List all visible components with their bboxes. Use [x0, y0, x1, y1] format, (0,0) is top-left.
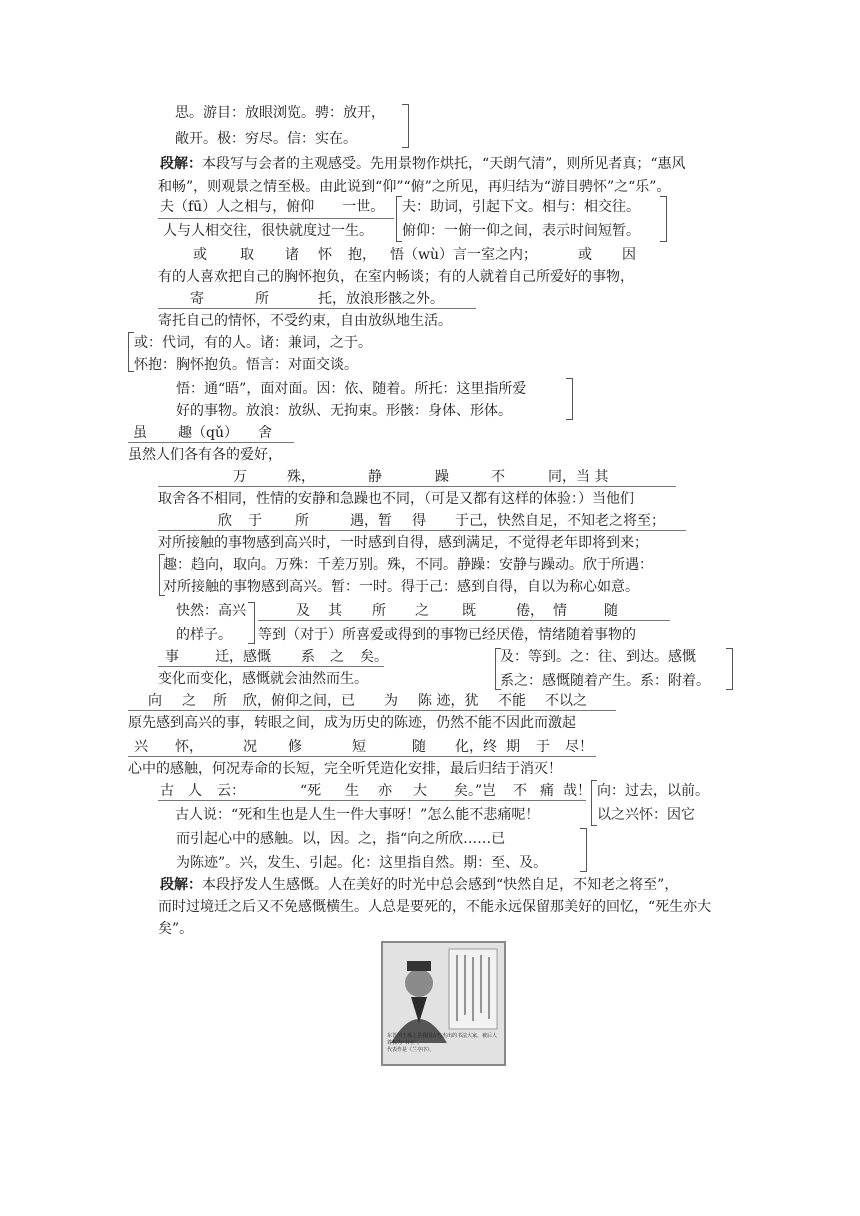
translation-line: 对所接触的事物感到高兴时，一时感到自得，感到满足，不觉得老年即将到来；	[158, 535, 648, 551]
translation-line: 虽然人们各有各的爱好，	[128, 447, 282, 463]
original-word: 躁	[435, 469, 449, 485]
analysis-text: 矣”。	[158, 921, 194, 937]
divider	[258, 620, 670, 621]
note-line: 俯仰：一俯一仰之间，表示时间短暂。	[402, 223, 640, 239]
divider	[128, 710, 616, 711]
original-word: 人	[188, 783, 202, 799]
note-line: 的样子。	[176, 627, 232, 643]
original-word: 寄	[190, 291, 204, 307]
translation-line: 人与人相交往，很快就度过一生。	[163, 223, 373, 239]
original-word: 于己，快然自足，不知老之将至；	[455, 513, 665, 529]
original-word: 不能	[498, 693, 526, 709]
original-word: 欣	[218, 513, 232, 529]
original-word: 为	[384, 693, 398, 709]
divider	[158, 218, 394, 219]
original-word: 兴	[134, 739, 148, 755]
original-word: 怀，	[175, 739, 203, 755]
original-word: 所	[295, 513, 309, 529]
divider	[158, 530, 686, 531]
original-word: 虽	[133, 425, 147, 441]
original-word: 之	[415, 603, 429, 619]
image-caption-line: 东晋的王羲之是我国古代杰出的书法大家，被后人尊称为“书圣”。	[387, 1033, 498, 1046]
original-word: 不	[491, 469, 505, 485]
original-line: 夫（fū）人之相与，俯仰 一世。	[160, 199, 385, 215]
image-caption	[387, 1033, 500, 1054]
original-word: 痛	[540, 783, 554, 799]
original-word: 之	[182, 693, 196, 709]
original-word: 矣。”岂	[454, 783, 497, 799]
analysis-text: 和畅”，则观景之情至极。由此说到“仰”“俯”之所见，再归结为“游目骋怀”之“乐”。	[158, 179, 671, 195]
translation-line: 寄托自己的情怀，不受约束，自由放纵地生活。	[158, 313, 452, 329]
divider	[158, 800, 586, 801]
original-word: 迁，感慨	[215, 649, 271, 665]
paragraph-analysis	[160, 876, 678, 894]
note-line: 对所接触的事物感到高兴。暂：一时。得于己：感到自得，自以为称心如意。	[163, 579, 639, 595]
original-word: 取	[240, 247, 254, 263]
divider	[128, 442, 294, 443]
original-word: 于	[248, 513, 262, 529]
image-caption-line: 代表作是《兰亭序》。	[387, 1047, 435, 1053]
original-word: 情	[553, 603, 567, 619]
portrait-image	[381, 941, 506, 1066]
translation-line: 心中的感触，何况寿命的长短，完全听凭造化安排，最后归结于消灭！	[128, 761, 562, 777]
note-line: 及：等到。之：往、到达。感慨	[500, 649, 696, 665]
original-word: 趣（qǔ）	[178, 425, 238, 441]
analysis-text: 本段抒发人生感慨。人在美好的时光中总会感到“快然自足，不知老之将至”，	[202, 877, 679, 893]
paragraph-analysis	[160, 155, 685, 173]
note-line: 向：过去，以前。	[597, 783, 709, 799]
original-word: 怀	[318, 247, 332, 263]
original-word: 所	[372, 603, 386, 619]
original-word: 尽！	[565, 739, 593, 755]
original-word: 得	[412, 513, 426, 529]
divider	[158, 666, 384, 667]
analysis-label: 段解：	[160, 156, 202, 172]
note-line: 敞开。极：穷尽。信：实在。	[175, 131, 357, 147]
translation-line: 等到（对于）所喜爱或得到的事物已经厌倦，情绪随着事物的	[258, 627, 636, 643]
original-word: 之	[330, 649, 344, 665]
original-word: 向	[148, 693, 162, 709]
original-word: 舍	[258, 425, 272, 441]
original-word: 或	[578, 247, 592, 263]
note-line: 系之：感慨随着产生。系：附着。	[500, 673, 710, 689]
original-word: 悟（wù）言一室之内；	[390, 247, 537, 263]
original-word: 系	[301, 649, 315, 665]
original-word: 矣。	[360, 649, 388, 665]
original-word: 随	[604, 603, 618, 619]
translation-line: 原先感到高兴的事，转眼之间，成为历史的陈迹，仍然不能不因此而激起	[128, 715, 576, 731]
original-word: 所	[213, 693, 227, 709]
original-word: 殊，	[287, 469, 315, 485]
translation-line: 变化而变化，感慨就会油然而生。	[158, 671, 368, 687]
original-word: “死	[300, 783, 322, 799]
note-line: 为陈迹”。兴，发生、引起。化：这里指自然。期：至、及。	[176, 855, 548, 871]
original-word: 静	[368, 469, 382, 485]
original-word: 其	[328, 603, 342, 619]
note-line: 而引起心中的感触。以，因。之，指“向之所欣……已	[176, 831, 506, 847]
original-word: 况	[243, 739, 257, 755]
original-word: 生	[345, 783, 359, 799]
original-word: 遇，暂	[350, 513, 392, 529]
note-line: 快然：高兴	[176, 603, 246, 619]
divider	[158, 486, 676, 487]
original-word: 或	[193, 247, 207, 263]
original-word: 事	[165, 649, 179, 665]
original-word: 短	[352, 739, 366, 755]
translation-line: 有的人喜欢把自己的胸怀抱负，在室内畅谈；有的人就着自己所爱好的事物，	[158, 269, 634, 285]
original-word: 诸	[285, 247, 299, 263]
original-word: 古	[160, 783, 174, 799]
analysis-label: 段解：	[160, 877, 202, 893]
original-word: 哉！	[563, 783, 591, 799]
note-line: 以之兴怀：因它	[597, 807, 695, 823]
note-line: 或：代词，有的人。诸：兼词，之于。	[134, 335, 372, 351]
bracket	[402, 104, 409, 148]
original-word: 不	[513, 783, 527, 799]
note-line: 趣：趋向，取向。万殊：千差万别。殊，不同。静躁：安静与躁动。欣于所遇：	[163, 557, 653, 573]
original-word: 大	[413, 783, 427, 799]
original-word: 于	[536, 739, 550, 755]
original-word: 万	[233, 469, 247, 485]
note-line: 好的事物。放浪：放纵、无拘束。形骸：身体、形体。	[176, 403, 512, 419]
analysis-text: 而时过境迁之后又不免感慨横生。人总是要死的，不能永远保留那美好的回忆，“死生亦大	[158, 899, 712, 915]
original-word: 期	[506, 739, 520, 755]
original-word: 化，终	[455, 739, 497, 755]
bracket	[726, 648, 733, 690]
original-word: 倦，	[516, 603, 544, 619]
original-word: 亦	[378, 783, 392, 799]
original-word: 同，当 其	[548, 469, 609, 485]
original-word: 及	[296, 603, 310, 619]
original-word: 随	[412, 739, 426, 755]
original-word: 抱，	[348, 247, 376, 263]
original-word: 欣，俯仰之间，已	[243, 693, 355, 709]
divider	[128, 756, 596, 757]
original-word: 不以之	[545, 693, 587, 709]
bracket	[580, 828, 587, 872]
original-word: 因	[622, 247, 636, 263]
original-word: 修	[288, 739, 302, 755]
divider	[158, 308, 476, 309]
translation-line: 古人说：“死和生也是人生一件大事呀！”怎么能不悲痛呢！	[175, 807, 540, 823]
bracket	[660, 196, 667, 242]
original-word: 云：	[217, 783, 245, 799]
original-word: 所	[255, 291, 269, 307]
note-line: 思。游目：放眼浏览。骋：放开，	[175, 105, 385, 121]
note-line: 怀抱：胸怀抱负。悟言：对面交谈。	[134, 357, 358, 373]
bracket	[248, 602, 255, 644]
note-line: 悟：通“晤”，面对面。因：依、随着。所托：这里指所爱	[176, 381, 527, 397]
note-line: 夫：助词，引起下文。相与：相交往。	[402, 199, 640, 215]
bracket	[566, 378, 573, 420]
analysis-text: 本段写与会者的主观感受。先用景物作烘托，“天朗气清”，则所见者真；“惠风	[202, 156, 686, 172]
translation-line: 取舍各不相同，性情的安静和急躁也不同，（可是又都有这样的体验：）当他们	[158, 491, 634, 507]
original-word: 托，放浪形骸之外。	[318, 291, 444, 307]
original-word: 陈 迹，犹	[418, 693, 479, 709]
original-word: 既	[462, 603, 476, 619]
